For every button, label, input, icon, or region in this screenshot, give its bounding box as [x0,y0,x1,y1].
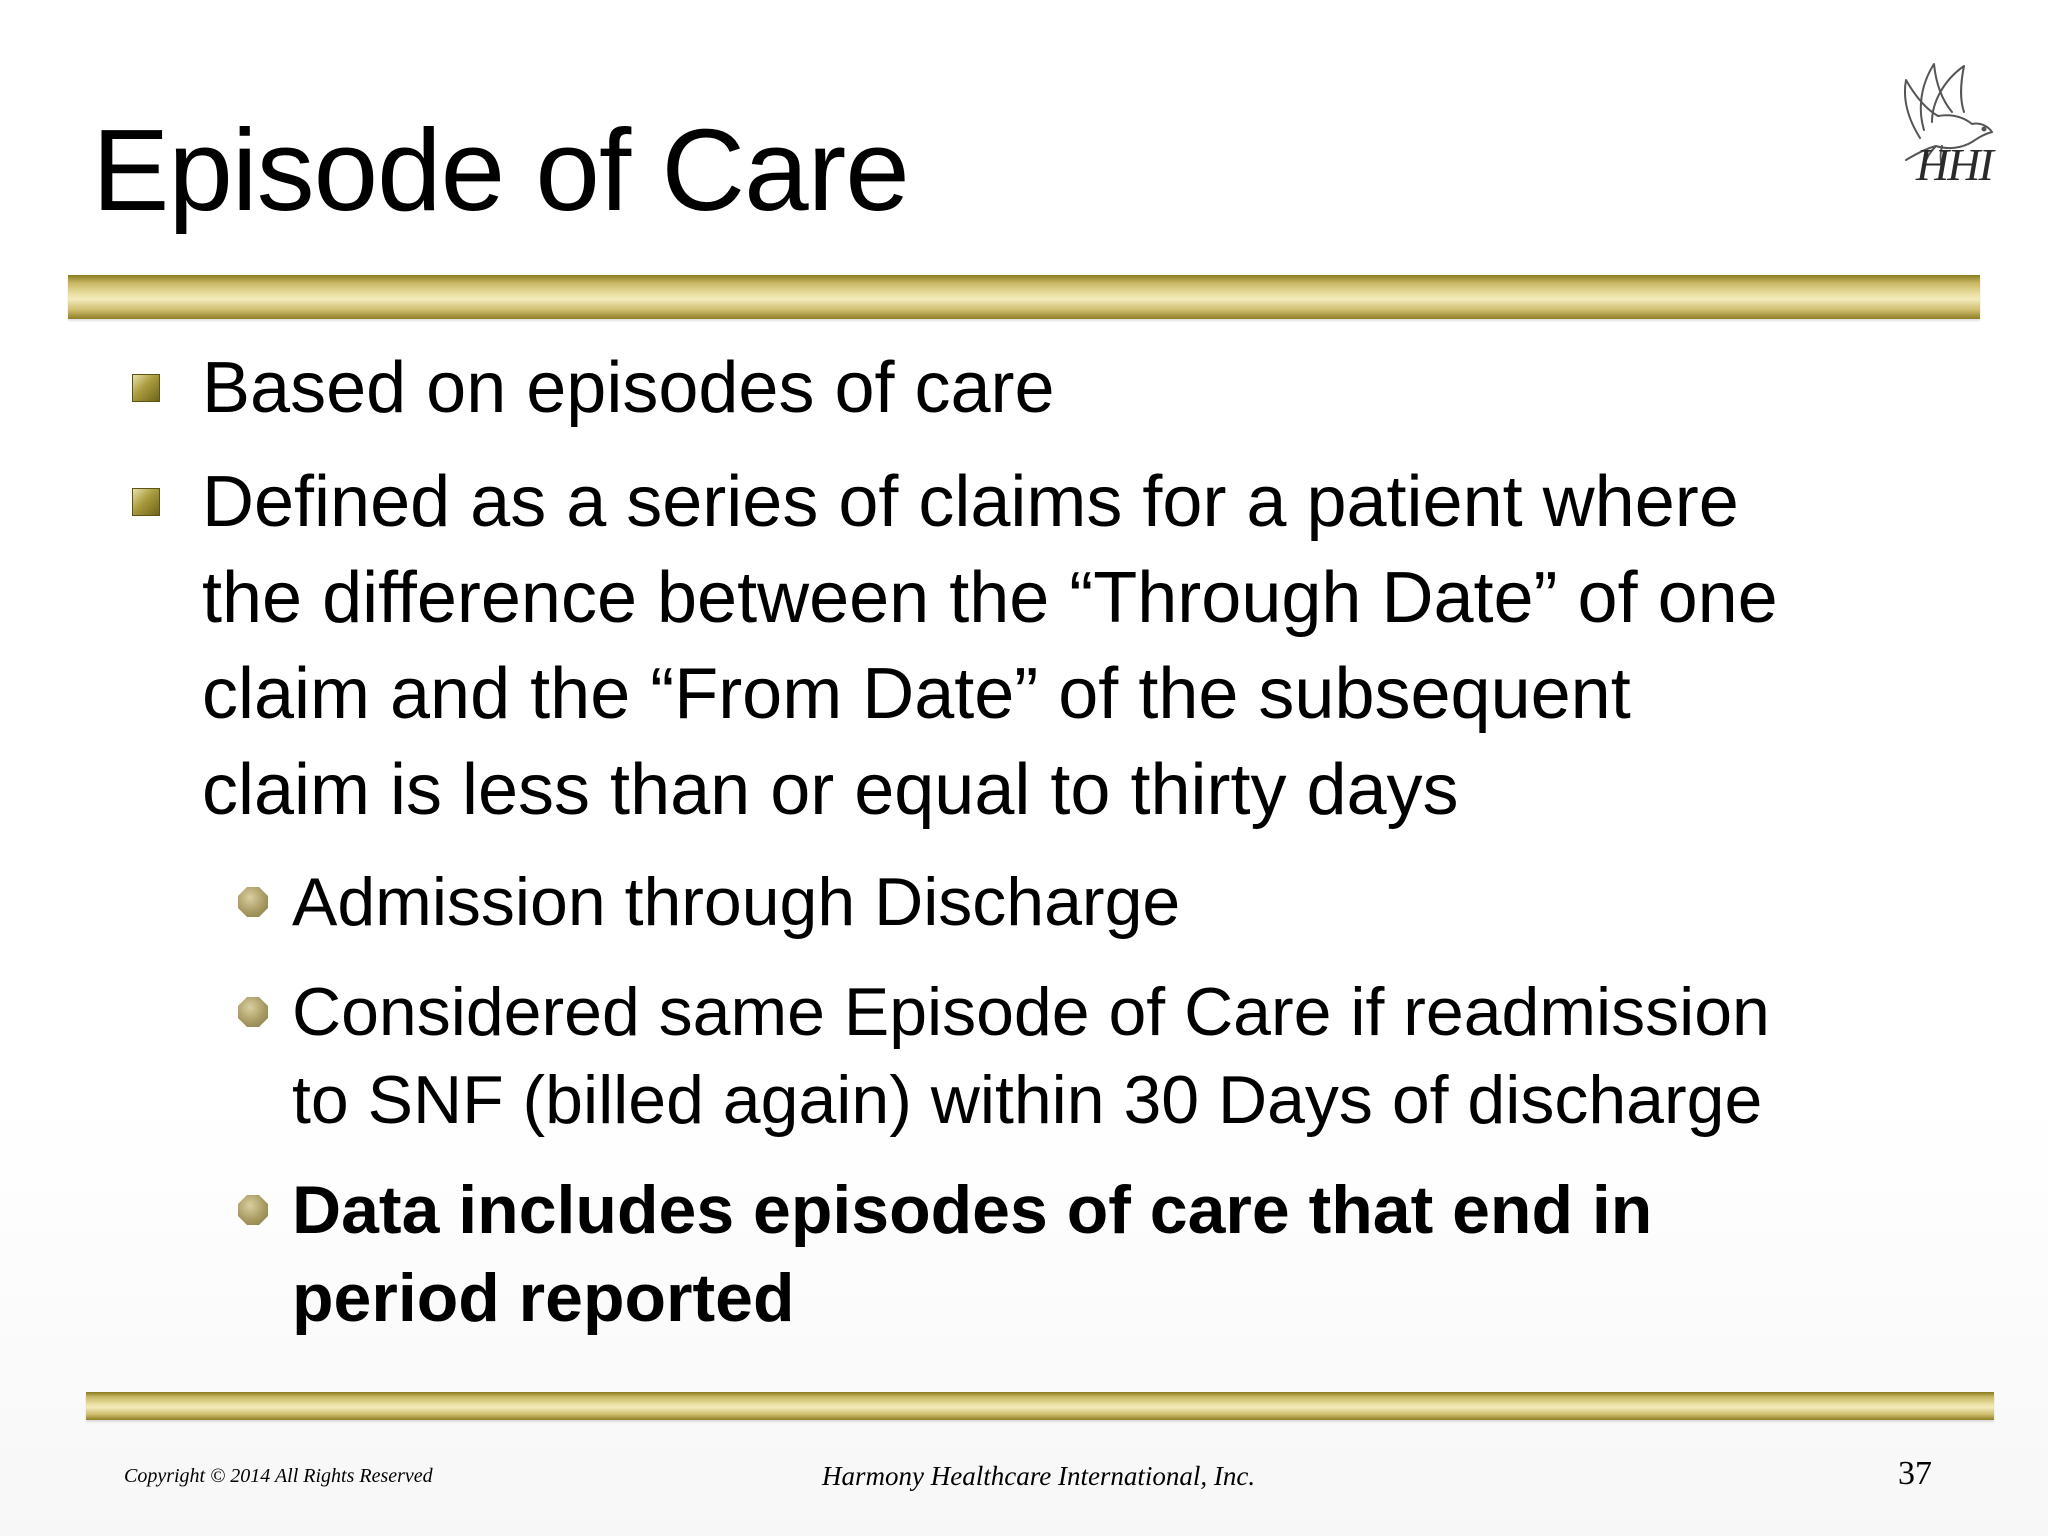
bullet-line: claim is less than or equal to thirty days [202,750,1459,830]
bullet-item [202,454,1778,838]
bullet-line: to SNF (billed again) within 30 Days of discharge [292,1062,1763,1138]
bullet-line: period reported [292,1260,795,1336]
sub-bullet-item-bold [292,1166,1652,1342]
footer-company: Harmony Healthcare International, Inc. [822,1461,1256,1491]
bullet-line: Data includes episodes of care that end in [292,1172,1653,1248]
bullet-line: Based on episodes of care [202,348,1055,428]
slide-title: Episode of Care [92,105,909,235]
bullet-item [202,340,1055,436]
square-bullet-icon [132,488,160,516]
octagon-bullet-icon [238,1195,268,1225]
logo-text: HHI [1916,139,1992,190]
sub-bullet-item [292,858,1180,946]
square-bullet-icon [132,374,160,402]
bottom-divider [86,1392,1994,1420]
bullet-line: Considered same Episode of Care if readmission [292,974,1770,1050]
bullet-line: claim and the “From Date” of the subsequent [202,654,1631,734]
footer-copyright: Copyright © 2014 All Rights Reserved [124,1465,433,1487]
octagon-bullet-icon [238,997,268,1027]
octagon-bullet-icon [238,887,268,917]
bullet-line: the difference between the “Through Date” of one [202,558,1778,638]
bullet-line: Defined as a series of claims for a patient where [202,462,1739,542]
page-number: 37 [1898,1455,1932,1492]
top-divider [68,275,1980,319]
sub-bullet-item [292,968,1770,1144]
bullet-line: Admission through Discharge [292,864,1181,940]
